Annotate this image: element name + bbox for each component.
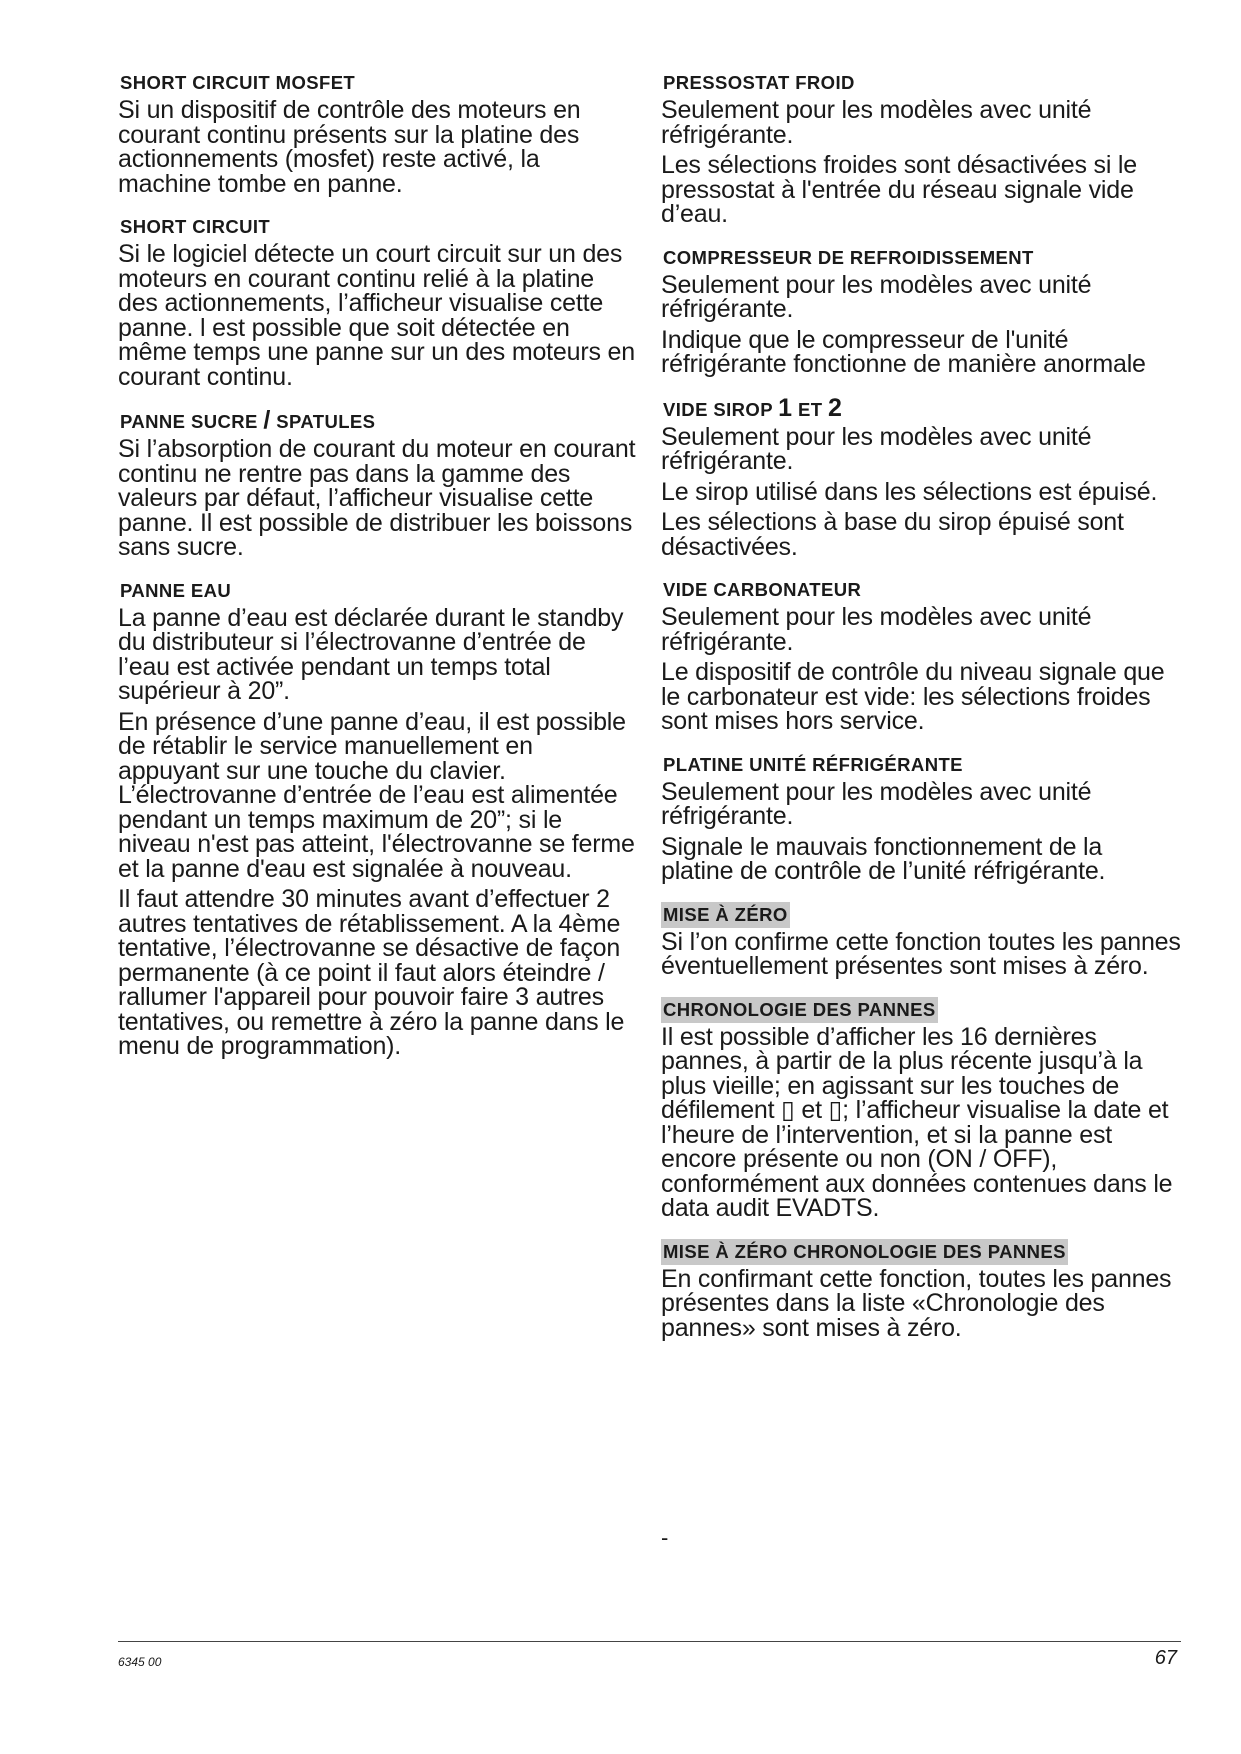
section-heading-highlighted: CHRONOLOGIE DES PANNES: [661, 997, 938, 1023]
section-short-circuit: [118, 214, 638, 389]
section-paragraph: Les sélections froides sont désactivées si le pressostat à l'entrée du réseau signale vide d’eau.: [661, 151, 1137, 228]
section-heading: PLATINE UNITÉ RÉFRIGÉRANTE: [663, 753, 963, 775]
section-heading: PRESSOSTAT FROID: [663, 72, 855, 93]
section-vide-carbonateur: [661, 577, 1181, 734]
section-compresseur: [661, 245, 1181, 377]
section-heading-highlighted: MISE À ZÉRO: [661, 902, 790, 928]
section-heading: SHORT CIRCUIT MOSFET: [120, 72, 356, 93]
section-paragraph: Seulement pour les modèles avec unité réfrigérante.: [661, 422, 1092, 475]
stray-dash: -: [661, 1525, 669, 1550]
section-heading: SHORT CIRCUIT: [120, 216, 271, 237]
section-paragraph: Indique que le compresseur de l'unité réfrigérante fonctionne de manière anormale: [661, 325, 1146, 378]
section-paragraph: Seulement pour les modèles avec unité réfrigérante.: [661, 603, 1092, 656]
section-heading-highlighted: MISE À ZÉRO CHRONOLOGIE DES PANNES: [661, 1239, 1068, 1265]
section-paragraph: En présence d’une panne d’eau, il est possible de rétablir le service manuellement en appuyant sur une touche du clavier. L’électrovanne d’entrée de l’eau est alimentée pendant un temps maximum de 20”; si le niveau n'est pas atteint, l'électrovanne se ferme et la panne d'eau est signalée à nouveau.: [118, 707, 635, 883]
right-column: [661, 70, 1181, 1358]
section-paragraph: Seulement pour les modèles avec unité réfrigérante.: [661, 270, 1092, 323]
section-paragraph: Seulement pour les modèles avec unité réfrigérante.: [661, 96, 1092, 149]
section-chronologie-des-pannes: [661, 997, 1181, 1221]
section-paragraph: Si l’absorption de courant du moteur en courant continu ne rentre pas dans la gamme des valeurs par défaut, l’afficheur visualise cette panne. Il est possible de distribuer les boissons sans sucre.: [118, 435, 636, 561]
section-paragraph: Il faut attendre 30 minutes avant d’effectuer 2 autres tentatives de rétablissement. A la 4ème tentative, l’électrovanne se désactive de façon permanente (à ce point il faut alors éteindre / rallumer l'appareil pour pouvoir faire 3 autres tentatives, ou remettre à zéro la panne dans le menu de programmation).: [118, 885, 625, 1060]
section-short-circuit-mosfet: [118, 70, 638, 196]
section-heading: VIDE SIROP 1 ET 2: [663, 393, 843, 422]
section-mise-a-zero-chronologie: [661, 1239, 1181, 1341]
section-heading: VIDE CARBONATEUR: [663, 579, 862, 600]
left-column: [118, 70, 638, 1077]
section-vide-sirop: [661, 395, 1181, 560]
section-paragraph: La panne d’eau est déclarée durant le standby du distributeur si l’électrovanne d’entrée de l’eau est activée pendant un temps total supérieur à 20”.: [118, 603, 624, 705]
section-paragraph: Si l’on confirme cette fonction toutes les pannes éventuellement présentes sont mises à zéro.: [661, 927, 1181, 980]
section-paragraph: En confirmant cette fonction, toutes les pannes présentes dans la liste «Chronologie des pannes» sont mises à zéro.: [661, 1264, 1172, 1342]
section-platine-unite: [661, 752, 1181, 884]
section-paragraph: Signale le mauvais fonctionnement de la platine de contrôle de l’unité réfrigérante.: [661, 832, 1106, 885]
section-paragraph: Le sirop utilisé dans les sélections est épuisé.: [661, 477, 1158, 506]
page-number: 67: [1154, 1647, 1177, 1669]
section-panne-eau: [118, 578, 638, 1059]
section-heading: COMPRESSEUR DE REFROIDISSEMENT: [663, 246, 1034, 268]
section-heading: PANNE EAU: [120, 579, 232, 601]
section-pressostat-froid: [661, 70, 1181, 227]
section-paragraph: Il est possible d’afficher les 16 dernières pannes, à partir de la plus récente jusqu’à la plus vieille; en agissant sur les touches de défilement ▯ et ▯; l’afficheur visualise la date et l’heure de l’intervention, et si la panne est encore présente ou non (ON / OFF), conformément aux données contenues dans le data audit EVADTS.: [661, 1022, 1173, 1222]
section-paragraph: Le dispositif de contrôle du niveau signale que le carbonateur est vide: les sélections froides sont mises hors service.: [661, 658, 1165, 735]
footer-divider: [118, 1641, 1181, 1642]
section-paragraph: Les sélections à base du sirop épuisé sont désactivées.: [661, 508, 1124, 561]
section-paragraph: Seulement pour les modèles avec unité réfrigérante.: [661, 777, 1092, 830]
section-heading: PANNE SUCRE / SPATULES: [120, 406, 376, 434]
section-panne-sucre-spatules: [118, 407, 638, 560]
section-mise-a-zero: [661, 902, 1181, 979]
section-paragraph: Si un dispositif de contrôle des moteurs en courant continu présents sur la platine des actionnements (mosfet) reste activé, la machine tombe en panne.: [118, 96, 581, 198]
footer-doc-code: 6345 00: [118, 1655, 162, 1669]
section-paragraph: Si le logiciel détecte un court circuit sur un des moteurs en courant continu relié à la platine des actionnements, l’afficheur visualise cette panne. l est possible que soit détectée en même temps une panne sur un des moteurs en courant continu.: [118, 240, 635, 391]
